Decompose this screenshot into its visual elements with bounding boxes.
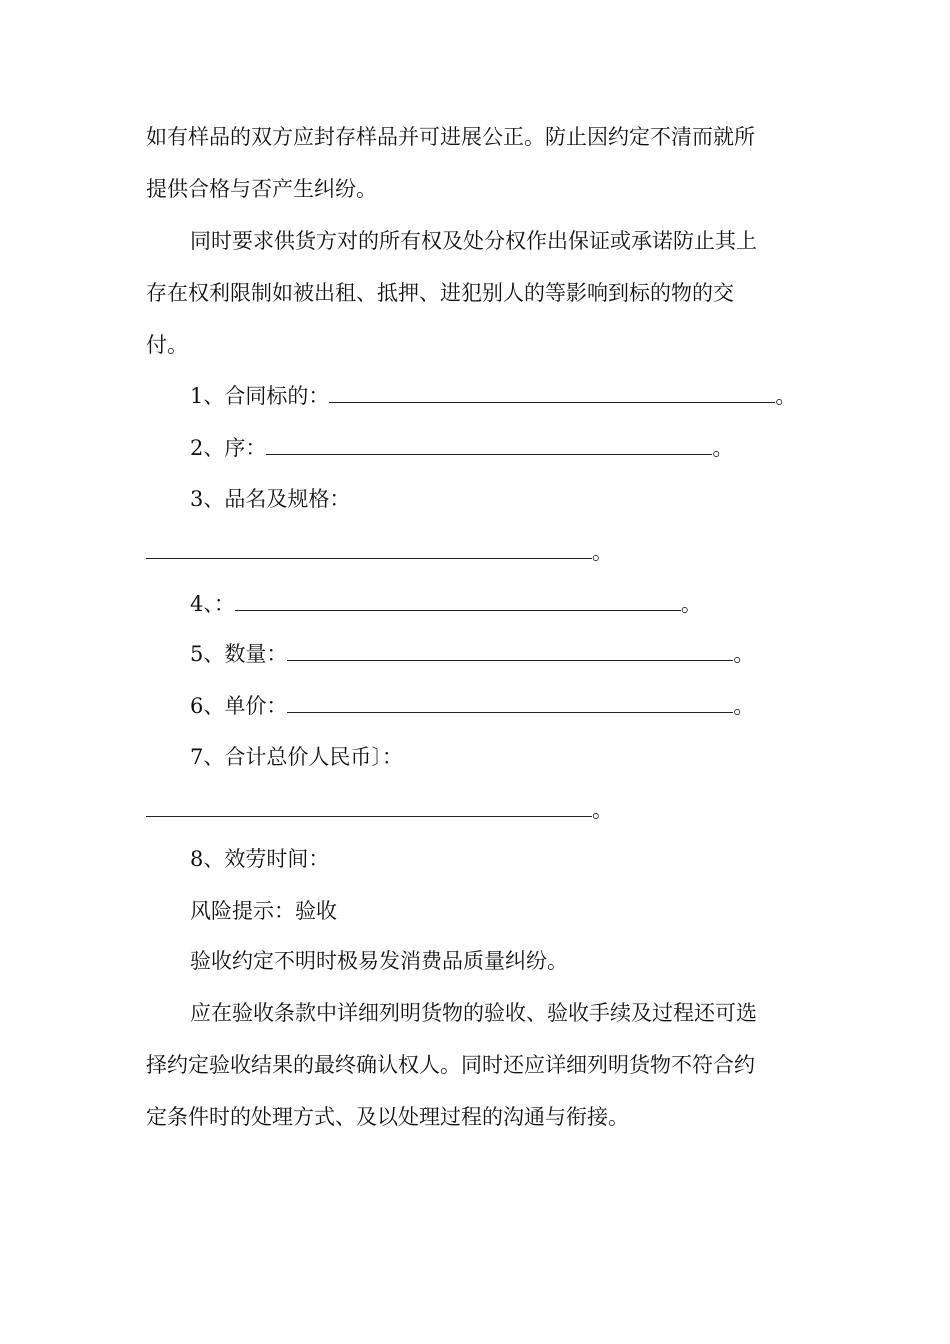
paragraph-line: 定条件时的处理方式、及以处理过程的沟通与衔接。 (146, 1105, 629, 1129)
fill-blank (146, 796, 592, 817)
paragraph-line: 提供合格与否产生纠纷。 (146, 177, 377, 201)
field-4 (190, 590, 702, 616)
field-end: 。 (775, 384, 797, 408)
field-total-price (190, 744, 403, 770)
fill-blank (266, 434, 712, 455)
paragraph-line: 同时要求供货方对的所有权及处分权作出保证或承诺防止其上 (190, 229, 757, 253)
field-label: 8、效劳时间： (190, 847, 330, 871)
field-end: 。 (712, 436, 734, 460)
field-label: 4、： (190, 592, 235, 616)
fill-blank (329, 382, 775, 403)
field-service-time (190, 846, 329, 872)
fill-blank (146, 538, 592, 559)
fill-blank (287, 692, 733, 713)
field-total-price-blank-line (146, 796, 613, 822)
field-end: 。 (592, 798, 613, 822)
risk-line: 验收约定不明时极易发消费品质量纠纷。 (190, 949, 568, 973)
field-unit-price (190, 692, 754, 718)
field-label: 3、品名及规格： (190, 487, 351, 511)
field-quantity (190, 640, 754, 666)
paragraph-line: 如有样品的双方应封存样品并可进展公正。防止因约定不清而就所 (146, 125, 755, 149)
paragraph-line: 存在权利限制如被出租、抵押、进犯别人的等影响到标的物的交 (146, 281, 734, 305)
field-sequence (190, 434, 733, 460)
field-label: 6、单价： (190, 694, 288, 718)
paragraph-line: 应在验收条款中详细列明货物的验收、验收手续及过程还可选 (190, 1001, 757, 1025)
field-end: 。 (733, 694, 755, 718)
field-contract-subject (190, 382, 796, 408)
paragraph-line: 付。 (146, 333, 188, 357)
fill-blank (235, 590, 681, 611)
fill-blank (287, 640, 733, 661)
paragraph-line: 择约定验收结果的最终确认权人。同时还应详细列明货物不符合约 (146, 1053, 755, 1077)
field-end: 。 (592, 540, 613, 564)
field-name-spec (190, 486, 350, 512)
field-label: 5、数量： (190, 642, 288, 666)
field-name-spec-blank-line (146, 538, 613, 564)
field-label: 1、合同标的： (190, 384, 330, 408)
field-label: 7、合计总价人民币〕： (190, 745, 403, 769)
field-end: 。 (680, 592, 702, 616)
field-end: 。 (733, 642, 755, 666)
field-label: 2、序： (190, 436, 267, 460)
risk-title: 风险提示：验收 (190, 899, 337, 923)
